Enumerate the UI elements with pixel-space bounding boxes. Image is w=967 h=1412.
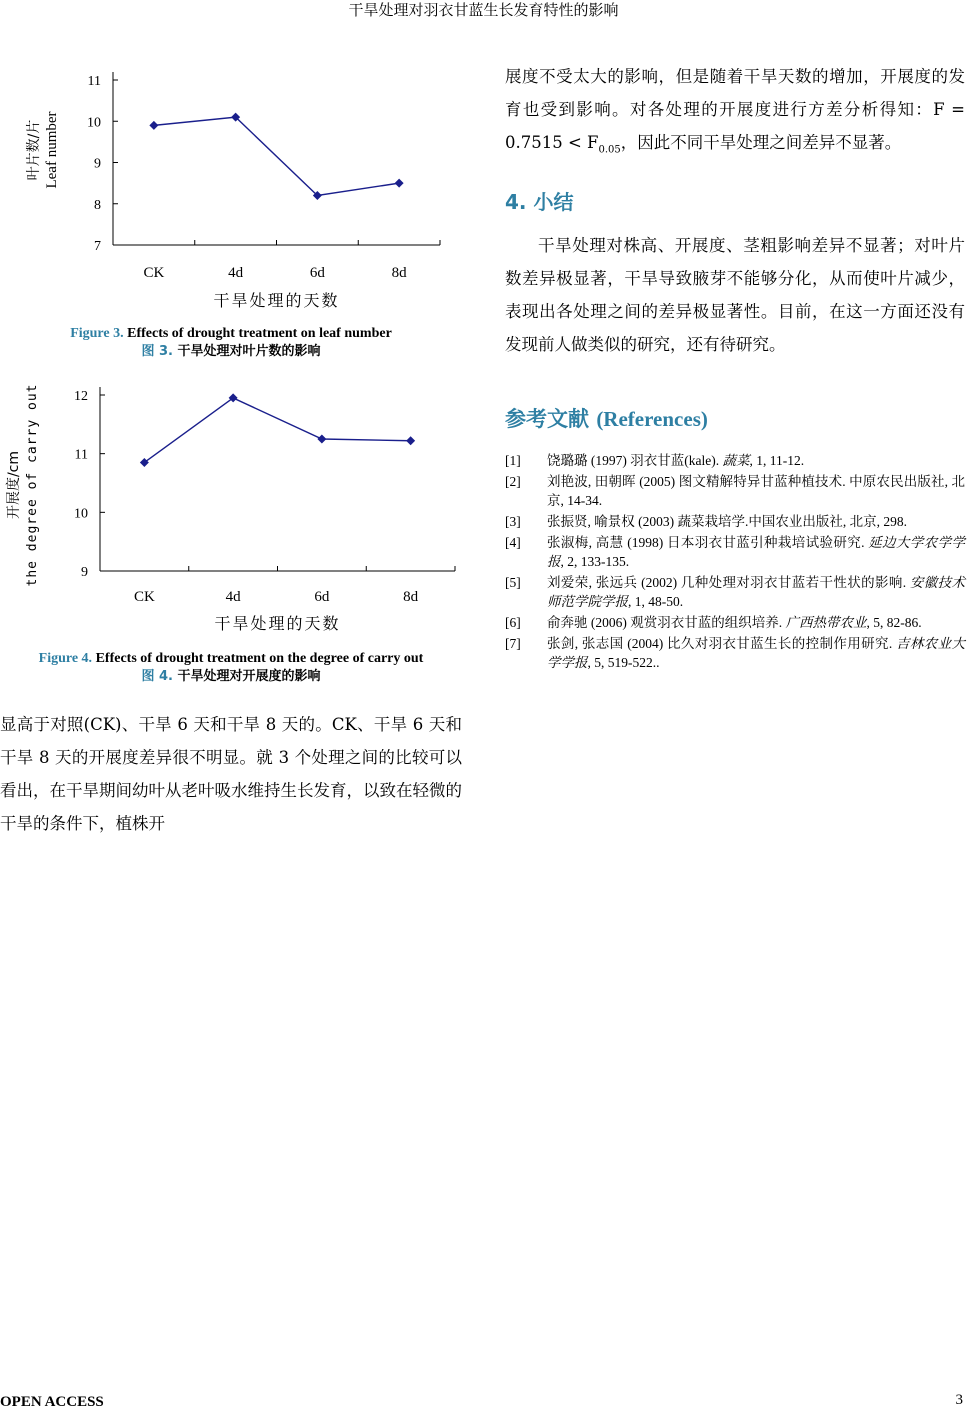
data-point-marker: [317, 435, 326, 444]
y-axis-label-group: [5, 383, 40, 586]
reference-journal: 吉林农业大学学报: [547, 636, 965, 671]
x-tick-label: 4d: [228, 265, 244, 281]
right-column: [505, 60, 965, 674]
reference-list: [505, 451, 965, 672]
right-paragraph-1-b: ，因此不同干旱处理之间差异不显著。: [620, 133, 902, 152]
figure-4-caption: [0, 650, 462, 686]
reference-number: [3]: [505, 514, 521, 530]
y-tick-label: 7: [94, 239, 101, 254]
figure-3-caption: [0, 325, 462, 361]
reference-item: [505, 573, 965, 611]
reference-text: 俞奔驰 (2006) 观赏羽衣甘蓝的组织培养.: [547, 615, 786, 631]
x-tick-label: 8d: [391, 265, 407, 281]
leaf-number-chart-svg: [0, 40, 462, 320]
y-tick-label: 10: [74, 506, 88, 522]
left-paragraph: 显高于对照(CK)、干旱 6 天和干旱 8 天的。CK、干旱 6 天和干旱 8 天的开展度差异很不明显。就 3 个处理之间的比较可以看出，在干旱期间幼叶从老叶吸水维持生长发育，以致在轻微的干旱的条件下，植株开: [0, 715, 462, 833]
figure-4-label: Figure 4.: [38, 651, 93, 666]
right-paragraph-1: [505, 60, 965, 166]
reference-item: [505, 613, 965, 632]
reference-item: [505, 451, 965, 470]
reference-number: [2]: [505, 474, 521, 490]
running-header: 干旱处理对羽衣甘蓝生长发育特性的影响: [348, 1, 619, 19]
carry-out-chart-svg: [0, 375, 462, 645]
reference-number: [1]: [505, 453, 521, 469]
reference-number: [5]: [505, 575, 521, 591]
reference-text: 张淑梅, 高慧 (1998) 日本羽衣甘蓝引种栽培试验研究.: [547, 535, 869, 551]
y-tick-label: 11: [87, 74, 101, 89]
right-paragraph-1-a: 展度不受太大的影响，但是随着干旱天数的增加，开展度的发育也受到影响。对各处理的开展度进行方差分析得知：F = 0.7515 < F: [505, 67, 965, 152]
series-line: [144, 398, 410, 463]
reference-item: [505, 533, 965, 571]
y-tick-label: 9: [94, 156, 101, 172]
reference-text: 刘艳波, 田朝晖 (2005) 图文精解特异甘蓝种植技术. 中原农民出版社, 北京, 14-34.: [547, 474, 965, 509]
series-line: [154, 117, 399, 195]
reference-text: 饶璐璐 (1997) 羽衣甘蓝(kale).: [547, 453, 723, 469]
reference-tail: , 5, 519-522..: [587, 655, 660, 671]
reference-item: [505, 472, 965, 510]
y-axis-label-en: Leaf number: [44, 111, 60, 189]
x-tick-label: 6d: [309, 265, 325, 281]
footer-open-access: OPEN ACCESS: [0, 1394, 104, 1410]
x-tick-label: 6d: [314, 589, 330, 605]
leaf-number-chart: [0, 40, 462, 320]
y-axis-label-en: the degree of carry out: [25, 383, 40, 587]
y-tick-label: 10: [87, 115, 101, 131]
figure-4-title-zh: 干旱处理对开展度的影响: [177, 669, 321, 684]
reference-journal: 延边大学农学学报: [547, 535, 966, 570]
carry-out-chart: [0, 375, 462, 645]
right-paragraph-2: 干旱处理对株高、开展度、茎粗影响差异不显著；对叶片数差异极显著，干旱导致腋芽不能够分化，从而使叶片减少，表现出各处理之间的差异极显著性。目前，在这一方面还没有发现前人做类似的研究，还有待研究。: [505, 236, 965, 355]
references-title-zh: 参考文献: [505, 407, 589, 432]
y-axis-label-zh: 开展度/cm: [6, 450, 22, 520]
reference-text: 张剑, 张志国 (2004) 比久对羽衣甘蓝生长的控制作用研究.: [547, 636, 897, 652]
data-point-marker: [149, 121, 158, 130]
data-point-marker: [406, 436, 415, 445]
left-body-text: [0, 708, 462, 840]
reference-text: 张振贤, 喻景权 (2003) 蔬菜栽培学.中国农业出版社, 北京, 298.: [547, 514, 907, 530]
reference-number: [4]: [505, 535, 521, 551]
y-axis-label-zh: 叶片数/片: [26, 119, 42, 181]
page-number: 3: [955, 1392, 963, 1408]
y-tick-label: 12: [74, 389, 88, 404]
reference-journal: 蔬菜: [722, 453, 750, 469]
y-tick-label: 8: [94, 197, 101, 213]
reference-item: [505, 512, 965, 531]
reference-tail: , 5, 82-86.: [866, 615, 922, 631]
figure-3-label-zh: 图 3.: [141, 344, 173, 359]
x-tick-label: 4d: [225, 589, 241, 605]
reference-tail: , 1, 48-50.: [628, 594, 684, 610]
x-tick-label: 8d: [403, 589, 419, 605]
figure-4-title-en: Effects of drought treatment on the degree of carry out: [95, 651, 424, 666]
reference-tail: , 2, 133-135.: [560, 554, 630, 570]
x-tick-label: CK: [133, 589, 155, 605]
reference-item: [505, 634, 965, 672]
x-axis-label: 干旱处理的天数: [214, 614, 341, 633]
figure-3-label: Figure 3.: [70, 326, 124, 341]
figure-3-title-zh: 干旱处理对叶片数的影响: [177, 344, 321, 359]
reference-number: [7]: [505, 636, 521, 652]
reference-number: [6]: [505, 615, 521, 631]
reference-text: 刘爱荣, 张远兵 (2002) 几种处理对羽衣甘蓝若干性状的影响.: [547, 575, 910, 591]
y-tick-label: 11: [74, 447, 88, 463]
section-title-summary: 4. 小结: [505, 190, 574, 215]
reference-tail: , 1, 11-12.: [749, 453, 805, 469]
reference-journal: 广西热带农业: [785, 615, 867, 631]
y-tick-label: 9: [81, 565, 88, 580]
x-axis-label: 干旱处理的天数: [213, 291, 340, 310]
reference-journal: 安徽技术师范学院学报: [547, 575, 966, 610]
y-axis-label-group: [25, 111, 60, 188]
references-title: [505, 403, 965, 433]
figure-3-title-en: Effects of drought treatment on leaf number: [127, 326, 392, 341]
references-title-en: (References): [596, 407, 708, 432]
data-point-marker: [395, 179, 404, 188]
figure-4-label-zh: 图 4.: [141, 669, 173, 684]
f-subscript: 0.05: [598, 144, 621, 156]
x-tick-label: CK: [143, 265, 165, 281]
